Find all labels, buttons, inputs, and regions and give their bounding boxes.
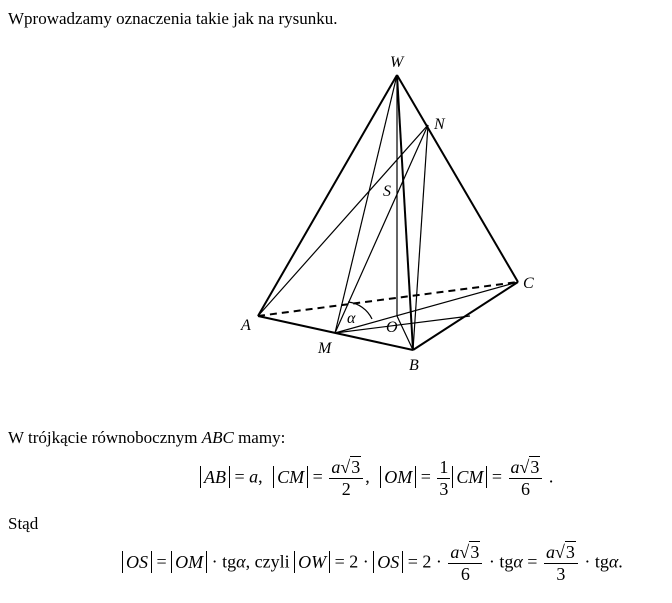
eq2-os: OS [122, 551, 152, 573]
label-C: C [523, 275, 534, 292]
para1-text: W trójkącie równobocznym [8, 428, 202, 447]
eq2-om: OM [171, 551, 207, 573]
eq2-ow: OW [294, 551, 330, 573]
label-S: S [383, 183, 391, 200]
eq2-alpha: α [236, 551, 246, 572]
eq1-cm2: CM [452, 466, 487, 488]
eq2-two2: 2 [422, 551, 432, 572]
para1-tail: mamy: [233, 428, 286, 447]
para1 [8, 428, 285, 448]
edge-WB [397, 75, 413, 350]
eq2-os2: OS [373, 551, 403, 573]
equation-2: OS = OM · tgα, czyli OW = 2 · OS = 2 · $\frac{a√3}{6}$ · tgα = $\frac{a√3}{3}$ · tgα. [122, 542, 623, 585]
eq1-ab: AB [200, 466, 230, 488]
para1-abc: ABC [201, 428, 234, 447]
label-B: B [409, 357, 419, 374]
eq1-cm: CM [273, 466, 308, 488]
eq1-frac-third: $\frac{1}{3}$ [439, 457, 449, 499]
eq1-sep2: , [365, 466, 370, 487]
eq1-a: a [249, 466, 259, 487]
eq2-tg: tg [222, 551, 237, 572]
intro-text: Wprowadzamy oznaczenia takie jak na rysunku. [8, 9, 338, 28]
edge-WC [397, 75, 518, 282]
eq2-two: 2 [349, 551, 359, 572]
label-M: M [318, 340, 332, 357]
eq1-om: OM [380, 466, 416, 488]
label-A: A [241, 317, 251, 334]
label-O: O [386, 319, 398, 336]
line-AN [258, 125, 428, 316]
para2: Stąd [8, 514, 39, 533]
eq1-frac-om: $\frac{a√3}{6}$ [509, 457, 543, 500]
label-N: N [434, 116, 445, 133]
line-NB [413, 125, 428, 350]
eq1-frac-cm: $\frac{a√3}{2}$ [329, 457, 363, 500]
label-W: W [390, 54, 404, 71]
label-alpha: α [347, 310, 356, 327]
equation-1: AB = a, CM = $\frac{a√3}{2}$ , OM = $\frac{1}{3}$ CM = $\frac{a√3}{6}$ . [200, 457, 553, 500]
eq1-end: . [548, 466, 554, 487]
eq2-frac1: $\frac{a√3}{6}$ [448, 542, 482, 585]
edge-WA [258, 75, 397, 316]
eq2-frac2: $\frac{a√3}{3}$ [544, 542, 578, 585]
eq2-czyli: , czyli [245, 551, 295, 572]
eq2-end: . [618, 551, 623, 572]
line-WM [335, 75, 397, 333]
edge-AC-hidden [258, 282, 518, 316]
eq1-sep1: , [258, 466, 263, 487]
